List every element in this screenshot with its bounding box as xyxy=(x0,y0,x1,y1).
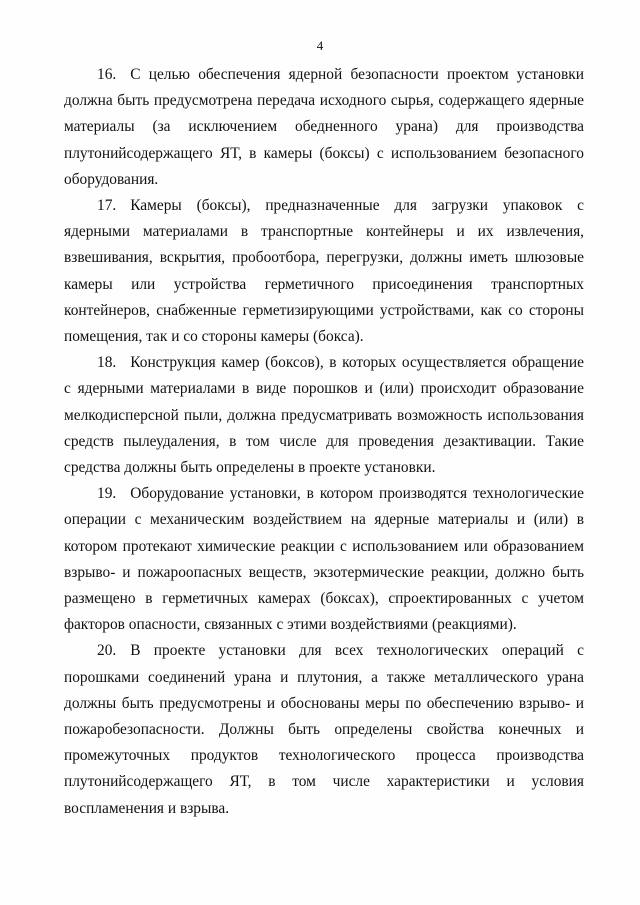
paragraph-text: Оборудование установки, в котором производятся технологические операции с механическим воздействием на ядерные материалы и (или) в котором протекают химические реакции с использованием или образованием взрыво- и пожароопасных веществ, экзотермические реакции, должно быть размещено в герметичных камерах (боксах), спроектированных с учетом факторов опасности, связанных с этими воздействиями (реакциями). xyxy=(64,485,584,634)
paragraph-number: 20. xyxy=(97,642,117,660)
paragraph-16 xyxy=(64,62,584,193)
paragraph-number: 17. xyxy=(97,197,117,215)
paragraph-17 xyxy=(64,193,584,350)
paragraph-number: 19. xyxy=(97,485,117,503)
paragraph-18 xyxy=(64,350,584,481)
paragraph-20 xyxy=(64,638,584,821)
paragraph-text: В проекте установки для всех технологических операций с порошками соединений урана и плутония, а также металлического урана должны быть предусмотрены и обоснованы меры по обеспечению взрыво- и пожаробезопасности. Должны быть определены свойства конечных и промежуточных продуктов технологического процесса производства плутонийсодержащего ЯТ, в том числе характеристики и условия воспламенения и взрыва. xyxy=(64,642,584,817)
paragraph-text: С целью обеспечения ядерной безопасности проектом установки должна быть предусмотрена передача исходного сырья, содержащего ядерные материалы (за исключением обедненного урана) для производства плутонийсодержащего ЯТ, в камеры (боксы) с использованием безопасного оборудования. xyxy=(64,66,584,188)
paragraph-number: 18. xyxy=(97,354,117,372)
paragraph-text: Камеры (боксы), предназначенные для загрузки упаковок с ядерными материалами в транспортные контейнеры и их извлечения, взвешивания, вскрытия, пробоотбора, перегрузки, должны иметь шлюзовые камеры или устройства герметичного присоединения транспортных контейнеров, снабженные герметизирующими устройствами, как со стороны помещения, так и со стороны камеры (бокса). xyxy=(64,197,584,346)
paragraph-19 xyxy=(64,481,584,638)
paragraph-text: Конструкция камер (боксов), в которых осуществляется обращение с ядерными материалами в виде порошков и (или) происходит образование мелкодисперсной пыли, должна предусматривать возможность использования средств пылеудаления, в том числе для проведения дезактивации. Такие средства должны быть определены в проекте установки. xyxy=(64,354,584,477)
document-body xyxy=(64,62,584,822)
page-number: 4 xyxy=(316,38,324,53)
paragraph-number: 16. xyxy=(97,66,117,83)
